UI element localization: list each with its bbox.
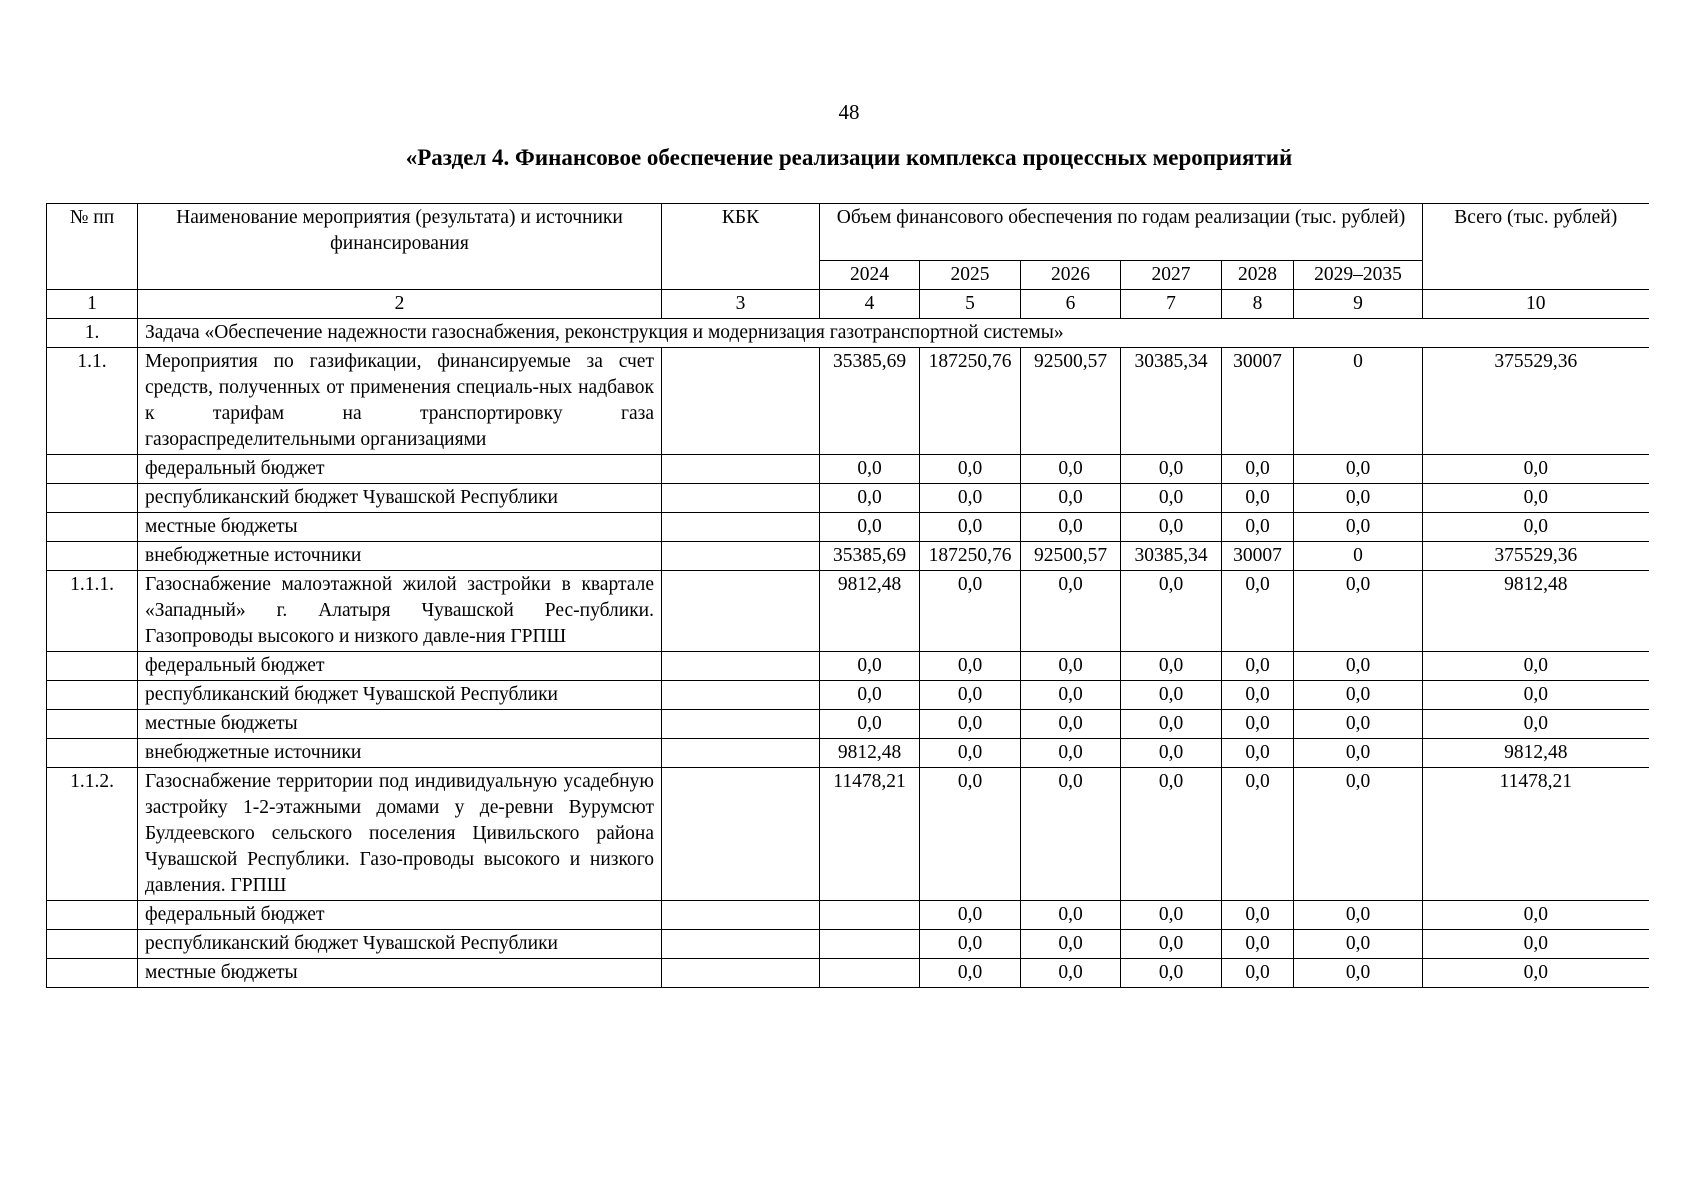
table-row bbox=[47, 571, 1649, 652]
column-number-10: 10 bbox=[1423, 290, 1649, 319]
row-name: республиканский бюджет Чувашской Республики bbox=[138, 484, 662, 513]
row-value-2025: 0,0 bbox=[920, 681, 1021, 710]
table-row bbox=[47, 959, 1649, 988]
row-value-2027: 0,0 bbox=[1121, 768, 1222, 901]
row-value-2026: 0,0 bbox=[1021, 571, 1121, 652]
header-name: Наименование мероприятия (результата) и источники финансирования bbox=[138, 204, 662, 290]
row-value-2025: 187250,76 bbox=[920, 542, 1021, 571]
row-value-2028: 0,0 bbox=[1222, 768, 1294, 901]
row-value-2026: 0,0 bbox=[1021, 710, 1121, 739]
row-number bbox=[47, 930, 138, 959]
header-volume: Объем финансового обеспечения по годам реализации (тыс. рублей) bbox=[820, 204, 1423, 261]
row-value-2029–2035: 0 bbox=[1294, 348, 1423, 455]
row-total: 0,0 bbox=[1423, 710, 1649, 739]
row-value-2028: 0,0 bbox=[1222, 901, 1294, 930]
table-row bbox=[47, 739, 1649, 768]
row-value-2026: 0,0 bbox=[1021, 901, 1121, 930]
row-number bbox=[47, 542, 138, 571]
table-row bbox=[47, 455, 1649, 484]
column-number-8: 8 bbox=[1222, 290, 1294, 319]
table-row bbox=[47, 710, 1649, 739]
header-year-2: 2026 bbox=[1021, 261, 1121, 290]
row-kbk bbox=[662, 959, 820, 988]
row-value-2029–2035: 0,0 bbox=[1294, 959, 1423, 988]
row-kbk bbox=[662, 768, 820, 901]
row-kbk bbox=[662, 542, 820, 571]
row-kbk bbox=[662, 513, 820, 542]
row-value-2028: 0,0 bbox=[1222, 681, 1294, 710]
row-value-2029–2035: 0,0 bbox=[1294, 768, 1423, 901]
row-number bbox=[47, 901, 138, 930]
row-name: Газоснабжение территории под индивидуальную усадебную застройку 1-2-этажными домами у де-ревни Вурумсют Булдеевского сельского поселения Цивильского района Чувашской Республики. Газо-проводы высокого и низкого давления. ГРПШ bbox=[138, 768, 662, 901]
row-value-2028: 0,0 bbox=[1222, 571, 1294, 652]
row-kbk bbox=[662, 455, 820, 484]
section-title: «Раздел 4. Финансовое обеспечение реализации комплекса процессных мероприятий bbox=[405, 145, 1293, 170]
row-value-2024: 11478,21 bbox=[820, 768, 920, 901]
row-value-2024: 0,0 bbox=[820, 455, 920, 484]
row-number: 1.1.1. bbox=[47, 571, 138, 652]
task-text: Задача «Обеспечение надежности газоснабжения, реконструкция и модернизация газотранспортной системы» bbox=[138, 319, 1649, 348]
row-total: 0,0 bbox=[1423, 455, 1649, 484]
row-total: 0,0 bbox=[1423, 681, 1649, 710]
row-value-2027: 0,0 bbox=[1121, 710, 1222, 739]
row-total: 375529,36 bbox=[1423, 348, 1649, 455]
row-value-2027: 0,0 bbox=[1121, 681, 1222, 710]
row-name: внебюджетные источники bbox=[138, 739, 662, 768]
row-value-2025: 0,0 bbox=[920, 710, 1021, 739]
row-value-2029–2035: 0 bbox=[1294, 542, 1423, 571]
row-value-2024: 0,0 bbox=[820, 484, 920, 513]
row-total: 11478,21 bbox=[1423, 768, 1649, 901]
row-name: местные бюджеты bbox=[138, 513, 662, 542]
row-value-2026: 0,0 bbox=[1021, 959, 1121, 988]
row-value-2028: 0,0 bbox=[1222, 739, 1294, 768]
row-number bbox=[47, 513, 138, 542]
row-value-2025: 187250,76 bbox=[920, 348, 1021, 455]
table-row bbox=[47, 681, 1649, 710]
column-number-7: 7 bbox=[1121, 290, 1222, 319]
row-value-2027: 30385,34 bbox=[1121, 542, 1222, 571]
row-number bbox=[47, 710, 138, 739]
row-total: 0,0 bbox=[1423, 901, 1649, 930]
row-total: 9812,48 bbox=[1423, 571, 1649, 652]
row-value-2027: 0,0 bbox=[1121, 571, 1222, 652]
row-value-2025: 0,0 bbox=[920, 571, 1021, 652]
row-kbk bbox=[662, 571, 820, 652]
task-number: 1. bbox=[47, 319, 138, 348]
row-value-2026: 0,0 bbox=[1021, 739, 1121, 768]
row-value-2026: 0,0 bbox=[1021, 930, 1121, 959]
row-kbk bbox=[662, 652, 820, 681]
header-kbk: КБК bbox=[662, 204, 820, 290]
row-value-2025: 0,0 bbox=[920, 901, 1021, 930]
table-row bbox=[47, 652, 1649, 681]
row-value-2024: 35385,69 bbox=[820, 542, 920, 571]
row-value-2024: 35385,69 bbox=[820, 348, 920, 455]
row-value-2026: 0,0 bbox=[1021, 768, 1121, 901]
row-value-2025: 0,0 bbox=[920, 652, 1021, 681]
column-number-4: 4 bbox=[820, 290, 920, 319]
row-total: 0,0 bbox=[1423, 513, 1649, 542]
column-number-5: 5 bbox=[920, 290, 1021, 319]
row-value-2026: 0,0 bbox=[1021, 455, 1121, 484]
row-value-2029–2035: 0,0 bbox=[1294, 739, 1423, 768]
table-row bbox=[47, 901, 1649, 930]
row-name: Мероприятия по газификации, финансируемые за счет средств, полученных от применения специаль-ных надбавок к тарифам на транспортировку газа газораспределительными организациями bbox=[138, 348, 662, 455]
row-value-2027: 0,0 bbox=[1121, 739, 1222, 768]
row-value-2027: 0,0 bbox=[1121, 901, 1222, 930]
row-value-2027: 0,0 bbox=[1121, 513, 1222, 542]
row-value-2024: 0,0 bbox=[820, 681, 920, 710]
table-row bbox=[47, 513, 1649, 542]
table-row bbox=[47, 484, 1649, 513]
row-value-2029–2035: 0,0 bbox=[1294, 681, 1423, 710]
row-value-2024: 9812,48 bbox=[820, 739, 920, 768]
row-value-2024 bbox=[820, 959, 920, 988]
row-value-2029–2035: 0,0 bbox=[1294, 455, 1423, 484]
row-value-2025: 0,0 bbox=[920, 768, 1021, 901]
row-value-2029–2035: 0,0 bbox=[1294, 901, 1423, 930]
page-number: 48 bbox=[838, 100, 860, 124]
row-number bbox=[47, 959, 138, 988]
row-value-2027: 0,0 bbox=[1121, 455, 1222, 484]
row-value-2029–2035: 0,0 bbox=[1294, 652, 1423, 681]
row-value-2027: 0,0 bbox=[1121, 652, 1222, 681]
row-value-2028: 30007 bbox=[1222, 348, 1294, 455]
row-value-2024: 0,0 bbox=[820, 652, 920, 681]
row-value-2029–2035: 0,0 bbox=[1294, 513, 1423, 542]
column-number-2: 2 bbox=[138, 290, 662, 319]
row-name: республиканский бюджет Чувашской Республики bbox=[138, 930, 662, 959]
row-total: 0,0 bbox=[1423, 652, 1649, 681]
row-number: 1.1.2. bbox=[47, 768, 138, 901]
row-value-2026: 92500,57 bbox=[1021, 348, 1121, 455]
row-kbk bbox=[662, 681, 820, 710]
header-year-5: 2029–2035 bbox=[1294, 261, 1423, 290]
row-value-2024 bbox=[820, 930, 920, 959]
row-value-2028: 0,0 bbox=[1222, 930, 1294, 959]
row-value-2029–2035: 0,0 bbox=[1294, 930, 1423, 959]
row-kbk bbox=[662, 710, 820, 739]
row-number bbox=[47, 652, 138, 681]
row-name: федеральный бюджет bbox=[138, 652, 662, 681]
row-value-2028: 0,0 bbox=[1222, 652, 1294, 681]
row-name: республиканский бюджет Чувашской Республики bbox=[138, 681, 662, 710]
row-total: 0,0 bbox=[1423, 484, 1649, 513]
row-name: внебюджетные источники bbox=[138, 542, 662, 571]
row-name: федеральный бюджет bbox=[138, 901, 662, 930]
row-value-2029–2035: 0,0 bbox=[1294, 571, 1423, 652]
table-row bbox=[47, 542, 1649, 571]
column-number-9: 9 bbox=[1294, 290, 1423, 319]
row-number bbox=[47, 455, 138, 484]
row-name: местные бюджеты bbox=[138, 959, 662, 988]
header-total: Всего (тыс. рублей) bbox=[1423, 204, 1649, 290]
row-value-2025: 0,0 bbox=[920, 484, 1021, 513]
row-value-2028: 0,0 bbox=[1222, 513, 1294, 542]
row-value-2026: 0,0 bbox=[1021, 652, 1121, 681]
row-number: 1.1. bbox=[47, 348, 138, 455]
row-total: 0,0 bbox=[1423, 959, 1649, 988]
header-year-0: 2024 bbox=[820, 261, 920, 290]
table-row bbox=[47, 348, 1649, 455]
row-value-2028: 0,0 bbox=[1222, 455, 1294, 484]
row-total: 0,0 bbox=[1423, 930, 1649, 959]
financing-table bbox=[46, 203, 1649, 988]
row-value-2028: 0,0 bbox=[1222, 959, 1294, 988]
header-year-3: 2027 bbox=[1121, 261, 1222, 290]
header-num: № пп bbox=[47, 204, 138, 290]
row-value-2024: 9812,48 bbox=[820, 571, 920, 652]
row-value-2025: 0,0 bbox=[920, 930, 1021, 959]
row-name: Газоснабжение малоэтажной жилой застройки в квартале «Западный» г. Алатыря Чувашской Рес-публики. Газопроводы высокого и низкого давле-ния ГРПШ bbox=[138, 571, 662, 652]
row-value-2027: 0,0 bbox=[1121, 930, 1222, 959]
row-value-2027: 0,0 bbox=[1121, 959, 1222, 988]
row-name: федеральный бюджет bbox=[138, 455, 662, 484]
row-value-2025: 0,0 bbox=[920, 959, 1021, 988]
row-kbk bbox=[662, 739, 820, 768]
header-year-4: 2028 bbox=[1222, 261, 1294, 290]
row-value-2025: 0,0 bbox=[920, 739, 1021, 768]
row-number bbox=[47, 484, 138, 513]
row-total: 9812,48 bbox=[1423, 739, 1649, 768]
column-number-1: 1 bbox=[47, 290, 138, 319]
row-value-2026: 0,0 bbox=[1021, 484, 1121, 513]
row-value-2025: 0,0 bbox=[920, 455, 1021, 484]
row-value-2029–2035: 0,0 bbox=[1294, 710, 1423, 739]
row-value-2024: 0,0 bbox=[820, 710, 920, 739]
row-kbk bbox=[662, 484, 820, 513]
row-value-2028: 0,0 bbox=[1222, 710, 1294, 739]
row-value-2024 bbox=[820, 901, 920, 930]
table-row bbox=[47, 930, 1649, 959]
row-value-2027: 0,0 bbox=[1121, 484, 1222, 513]
row-value-2027: 30385,34 bbox=[1121, 348, 1222, 455]
row-total: 375529,36 bbox=[1423, 542, 1649, 571]
row-value-2028: 30007 bbox=[1222, 542, 1294, 571]
row-value-2025: 0,0 bbox=[920, 513, 1021, 542]
table-row bbox=[47, 768, 1649, 901]
row-name: местные бюджеты bbox=[138, 710, 662, 739]
column-number-6: 6 bbox=[1021, 290, 1121, 319]
row-value-2024: 0,0 bbox=[820, 513, 920, 542]
row-number bbox=[47, 681, 138, 710]
header-year-1: 2025 bbox=[920, 261, 1021, 290]
row-number bbox=[47, 739, 138, 768]
column-number-3: 3 bbox=[662, 290, 820, 319]
row-value-2026: 0,0 bbox=[1021, 681, 1121, 710]
row-kbk bbox=[662, 901, 820, 930]
row-value-2026: 92500,57 bbox=[1021, 542, 1121, 571]
row-value-2028: 0,0 bbox=[1222, 484, 1294, 513]
row-kbk bbox=[662, 930, 820, 959]
row-value-2026: 0,0 bbox=[1021, 513, 1121, 542]
row-kbk bbox=[662, 348, 820, 455]
row-value-2029–2035: 0,0 bbox=[1294, 484, 1423, 513]
task-row bbox=[47, 319, 1649, 348]
